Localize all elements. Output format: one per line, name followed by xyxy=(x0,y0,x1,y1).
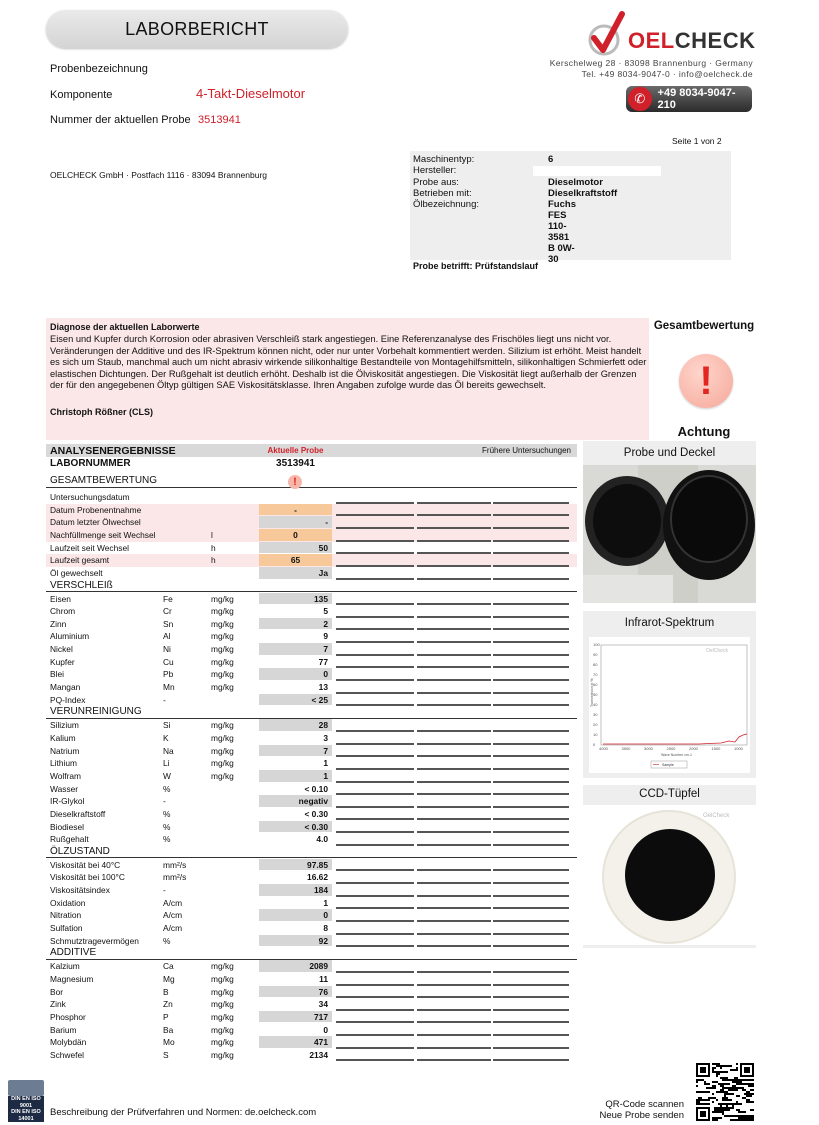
table-row xyxy=(46,770,577,783)
table-row xyxy=(46,909,577,922)
ir-xtick-label: 2500 xyxy=(666,746,676,751)
table-row xyxy=(46,542,577,555)
probe-nummer-value: 3513941 xyxy=(198,114,241,126)
cell-value: < 0.30 xyxy=(304,808,328,819)
cell-name: Magnesium xyxy=(50,973,94,984)
table-row xyxy=(46,973,577,986)
table-row xyxy=(46,745,577,758)
ir-ytick-label: 10 xyxy=(593,732,598,737)
table-row xyxy=(46,897,577,910)
ir-xtick-label: 2000 xyxy=(689,746,698,751)
cell-unit: mg/kg xyxy=(211,961,234,972)
cell-name: Laufzeit gesamt xyxy=(50,555,110,566)
komponente-label: Komponente xyxy=(50,89,113,101)
table-row xyxy=(46,808,577,821)
cell-name: Chrom xyxy=(50,606,76,617)
previous-column-divider xyxy=(493,1059,569,1061)
table-row xyxy=(46,504,577,517)
cell-name: Kalzium xyxy=(50,961,80,972)
table-row xyxy=(46,998,577,1011)
cell-unit: mg/kg xyxy=(211,1024,234,1035)
cell-unit: mg/kg xyxy=(211,1011,234,1022)
cell-sym: h xyxy=(211,555,216,566)
ir-spectrum-chart xyxy=(589,637,750,773)
cell-name: Dieselkraftstoff xyxy=(50,808,106,819)
cell-name: Untersuchungsdatum xyxy=(50,492,130,502)
table-row xyxy=(46,732,577,745)
cell-name: Öl gewechselt xyxy=(50,567,103,578)
cell-sym: A/cm xyxy=(163,897,183,908)
cell-value xyxy=(259,491,332,503)
cell-sym: % xyxy=(163,783,171,794)
cell-sym: Zn xyxy=(163,999,173,1010)
address-line-2: Tel. +49 8034-9047-0 · info@oelcheck.de xyxy=(581,69,753,79)
cell-value: 7 xyxy=(259,745,332,757)
table-row xyxy=(46,986,577,999)
cell-value: - xyxy=(259,516,332,528)
diagnosis-text: Eisen und Kupfer durch Korrosion oder abrasiven Verschleiß stark angestiegen. Eine Referenzanalyse des Frischöles liegt uns nicht vor. Veränderungen der Additive und des IR-Spektrum können nicht, oder nur unter Vorbehalt kommentiert werden. Silizium ist erhöht. Meist handelt es sich um Staub, manchmal auch um nicht abrasiv wirkende silikonhaltige Bestandteile von Montagehilfsmitteln, silikonhaltigen Schmierfett oder elastischen Dichtungen. Der Rußgehalt ist deutlich erhöht. Deshalb ist die Ölviskosität angestiegen. Die Viskosität liegt außerhalb der Grenzen der für den angegebenen Öltyp gültigen SAE Viskositätsklasse. Ihren Angaben zufolge wurde das Öl bereits gewechselt. xyxy=(50,334,647,390)
cell-sym: K xyxy=(163,732,169,743)
sample-photo-title: Probe und Deckel xyxy=(623,447,716,459)
probenbezeichnung-label: Probenbezeichnung xyxy=(50,63,148,75)
cell-name: Aluminium xyxy=(50,631,90,642)
cell-unit: mg/kg xyxy=(211,669,234,680)
section-header: ÖLZUSTAND xyxy=(46,846,577,859)
cell-name: Datum letzter Ölwechsel xyxy=(50,517,141,528)
cell-name: Datum Probenentnahme xyxy=(50,504,142,515)
previous-column-divider xyxy=(336,1059,414,1061)
cell-unit: mg/kg xyxy=(211,618,234,629)
table-row xyxy=(46,491,577,504)
ir-ytick-label: 20 xyxy=(593,722,598,727)
cell-sym: P xyxy=(163,1011,169,1022)
cell-sym: Al xyxy=(163,631,171,642)
cell-name: Zinn xyxy=(50,618,67,629)
cell-value: 2 xyxy=(259,618,332,630)
ir-xtick-label: 4000 xyxy=(599,746,608,751)
cell-sym: Ni xyxy=(163,644,171,655)
table-row xyxy=(46,1011,577,1024)
table-row xyxy=(46,871,577,884)
cell-name: Nitration xyxy=(50,910,82,921)
table-row xyxy=(46,656,577,669)
cell-sym: % xyxy=(163,821,171,832)
table-row xyxy=(46,935,577,948)
table-row xyxy=(46,1036,577,1049)
cell-name: Kupfer xyxy=(50,656,75,667)
ir-ytick-label: 0 xyxy=(593,742,596,747)
phone-badge[interactable] xyxy=(626,86,752,112)
cell-sym: Fe xyxy=(163,593,173,604)
cell-value: 1 xyxy=(323,897,328,908)
cell-name: Eisen xyxy=(50,593,71,604)
methods-link[interactable]: Beschreibung der Prüfverfahren und Normen: de.oelcheck.com xyxy=(50,1107,317,1118)
cell-name: Viskositätsindex xyxy=(50,885,110,896)
qr-caption: QR-Code scannen Neue Probe senden xyxy=(599,1099,684,1121)
table-row xyxy=(46,529,577,542)
cell-sym: Pb xyxy=(163,669,174,680)
cell-value: < 0.10 xyxy=(304,783,328,794)
cell-unit: mg/kg xyxy=(211,986,234,997)
ccd-panel xyxy=(583,785,756,948)
cell-name: Kalium xyxy=(50,732,76,743)
cell-name: Schwefel xyxy=(50,1049,84,1060)
cell-unit: mg/kg xyxy=(211,606,234,617)
cell-name: IR-Glykol xyxy=(50,796,85,807)
ir-xtick-label: 3000 xyxy=(644,746,653,751)
table-row xyxy=(46,593,577,606)
cell-unit: mg/kg xyxy=(211,1037,234,1048)
cell-value: 0 xyxy=(259,529,332,541)
gesamt-warning-icon: ! xyxy=(288,475,302,489)
cell-value: 0 xyxy=(323,1024,328,1035)
cell-value: 184 xyxy=(259,884,332,896)
ir-xtick-label: 1000 xyxy=(734,746,743,751)
cell-name: Silizium xyxy=(50,720,79,731)
cell-name: Blei xyxy=(50,669,64,680)
ir-ytick-label: 30 xyxy=(593,712,598,717)
section-header: ADDITIVE xyxy=(46,947,577,960)
table-row xyxy=(46,757,577,770)
previous-column-divider xyxy=(417,1059,491,1061)
cell-value: 13 xyxy=(318,682,328,693)
ir-ytick-label: 60 xyxy=(593,682,598,687)
ir-spectrum-title: Infrarot-Spektrum xyxy=(624,617,715,629)
table-row xyxy=(46,567,577,580)
cell-sym: Mn xyxy=(163,682,175,693)
cell-unit: mg/kg xyxy=(211,656,234,667)
iso-text: DIN EN ISO 9001 DIN EN ISO 14001 xyxy=(8,1096,44,1122)
table-header-title: ANALYSENERGEBNISSE xyxy=(50,445,176,457)
table-row xyxy=(46,1024,577,1037)
table-row xyxy=(46,922,577,935)
cell-name: Sulfation xyxy=(50,923,83,933)
table-row xyxy=(46,859,577,872)
cell-name: Laufzeit seit Wechsel xyxy=(50,542,129,553)
cell-name: Schmutztragevermögen xyxy=(50,935,139,946)
cell-sym: - xyxy=(163,694,166,705)
ir-ytick-label: 100 xyxy=(593,642,600,647)
current-sample-label: Aktuelle Probe xyxy=(267,446,324,455)
cell-name: Wasser xyxy=(50,783,79,794)
report-title: LABORBERICHT xyxy=(46,10,348,48)
cell-value: 717 xyxy=(259,1011,332,1023)
ir-ytick-label: 80 xyxy=(593,662,598,667)
cell-value: 135 xyxy=(259,593,332,605)
ir-ytick-label: 90 xyxy=(593,652,598,657)
cell-sym: Na xyxy=(163,745,174,756)
cell-sym: Ba xyxy=(163,1024,174,1035)
cell-value: 0 xyxy=(259,668,332,680)
cell-sym: - xyxy=(163,885,166,896)
iso-certification-badge xyxy=(8,1080,44,1122)
cell-name: Biodiesel xyxy=(50,821,84,832)
table-row xyxy=(46,516,577,529)
assessment-status: Achtung xyxy=(677,424,731,439)
diagnosis-title: Diagnose der aktuellen Laborwerte xyxy=(50,322,200,332)
cell-value: 11 xyxy=(319,973,328,984)
cell-value: 9 xyxy=(323,631,328,642)
table-header xyxy=(46,444,577,457)
cell-sym: mm²/s xyxy=(163,872,187,883)
cell-value: < 25 xyxy=(259,694,332,706)
cell-name: PQ-Index xyxy=(50,694,86,705)
cell-name: Nachfüllmenge seit Wechsel xyxy=(50,529,156,540)
cell-sym: - xyxy=(163,796,166,807)
machine-row-fuel: Betrieben mit: Dieselkraftstoff xyxy=(413,188,618,199)
ccd-spot-image xyxy=(583,805,756,945)
address-line-1: Kerschelweg 28 · 83098 Brannenburg · Germany xyxy=(549,58,753,68)
phone-icon: ✆ xyxy=(628,87,652,111)
cell-sym: S xyxy=(163,1049,169,1060)
warning-icon: ! xyxy=(679,354,733,408)
cell-sym: B xyxy=(163,986,169,997)
cell-name: Natrium xyxy=(50,745,80,756)
labnr-row: LABORNUMMER 3513941 xyxy=(46,458,577,471)
ir-xtick-label: 1500 xyxy=(711,746,721,751)
cell-unit: mg/kg xyxy=(211,644,234,655)
cell-value: 5 xyxy=(323,606,328,617)
cell-value: 2134 xyxy=(309,1049,328,1060)
machine-info-box xyxy=(410,151,731,271)
page-indicator: Seite 1 von 2 xyxy=(672,136,722,146)
table-row xyxy=(46,1049,577,1062)
cell-value: 471 xyxy=(259,1036,332,1048)
cell-unit: mg/kg xyxy=(211,1049,234,1060)
ir-spectrum-panel xyxy=(583,611,756,778)
company-address xyxy=(550,58,753,80)
table-row xyxy=(46,668,577,681)
table-row xyxy=(46,643,577,656)
checkmark-logo-icon xyxy=(588,10,628,60)
cell-sym: Ca xyxy=(163,961,174,972)
cell-name: Molybdän xyxy=(50,1037,87,1048)
machine-row-oil: Ölbezeichnung: Fuchs FES 110-3581 B 0W-30 xyxy=(413,199,576,265)
table-row xyxy=(46,783,577,796)
cell-unit: mg/kg xyxy=(211,732,234,743)
cell-name: Zink xyxy=(50,999,66,1010)
cell-sym: Mo xyxy=(163,1037,175,1048)
cell-value: 97.85 xyxy=(259,859,332,871)
table-row xyxy=(46,681,577,694)
machine-row-source: Probe aus: Dieselmotor xyxy=(413,177,603,188)
qr-code-icon[interactable] xyxy=(696,1063,754,1121)
sender-address: OELCHECK GmbH · Postfach 1116 · 83094 Brannenburg xyxy=(50,170,268,180)
labnr-value: 3513941 xyxy=(276,458,315,469)
oelcheck-logo xyxy=(588,10,756,60)
cell-sym: A/cm xyxy=(163,923,183,933)
cell-sym: h xyxy=(211,542,216,553)
cell-value: 0 xyxy=(259,909,332,921)
cell-sym: A/cm xyxy=(163,910,183,921)
table-row xyxy=(46,719,577,732)
cell-sym: % xyxy=(163,834,171,845)
iso-logo-icon xyxy=(8,1080,44,1096)
table-row xyxy=(46,605,577,618)
diagnosis-author: Christoph Rößner (CLS) xyxy=(50,407,153,417)
cell-name: Viskosität bei 40°C xyxy=(50,859,121,870)
cell-unit: mg/kg xyxy=(211,770,234,781)
cell-value: 3 xyxy=(323,732,328,743)
probe-nummer-label: Nummer der aktuellen Probe xyxy=(50,114,191,126)
table-row xyxy=(46,618,577,631)
cell-unit: mg/kg xyxy=(211,999,234,1010)
cell-sym: mm²/s xyxy=(163,859,187,870)
cell-value: 1 xyxy=(259,770,332,782)
probe-betrifft: Probe betrifft: Prüfstandslauf xyxy=(413,261,539,271)
cell-sym: Sn xyxy=(163,618,174,629)
table-row xyxy=(46,630,577,643)
cell-sym: Li xyxy=(163,758,170,769)
cell-sym: Cr xyxy=(163,606,172,617)
cell-unit: mg/kg xyxy=(211,720,234,731)
cell-value: 50 xyxy=(259,542,332,554)
machine-row-type: Maschinentyp: 6 xyxy=(413,154,554,165)
ir-xaxis-label: Wave Number cm-1 xyxy=(661,753,692,757)
cell-sym: Cu xyxy=(163,656,174,667)
ir-watermark: OelCheck xyxy=(706,648,728,654)
machine-row-manufacturer: Hersteller: xyxy=(413,165,457,176)
sample-photo-panel xyxy=(583,441,756,603)
cell-value: 76 xyxy=(259,986,332,998)
ir-legend-label: Sample xyxy=(662,763,674,767)
cell-value: 65 xyxy=(259,554,332,566)
cell-value: - xyxy=(259,504,332,516)
ccd-watermark: OelCheck xyxy=(703,813,730,819)
cell-name: Wolfram xyxy=(50,770,82,781)
phone-number: +49 8034-9047-210 xyxy=(657,87,736,111)
table-row xyxy=(46,884,577,897)
cell-name: Oxidation xyxy=(50,897,86,908)
cell-value: 92 xyxy=(259,935,332,947)
cell-value: 2089 xyxy=(259,960,332,972)
cell-sym: Mg xyxy=(163,973,175,984)
ir-xtick-label: 3500 xyxy=(621,746,631,751)
table-row xyxy=(46,833,577,846)
gesamtbewertung-title: Gesamtbewertung xyxy=(653,320,755,332)
cell-unit: mg/kg xyxy=(211,593,234,604)
cell-unit: mg/kg xyxy=(211,682,234,693)
cell-value: 77 xyxy=(318,656,328,667)
cell-value: Ja xyxy=(259,567,332,579)
cell-value: 7 xyxy=(259,643,332,655)
cell-sym: % xyxy=(163,808,171,819)
table-row xyxy=(46,795,577,808)
cell-value: 4.0 xyxy=(316,834,328,845)
ir-yaxis-label: Transmission in % xyxy=(590,678,594,707)
komponente-value: 4-Takt-Dieselmotor xyxy=(196,86,306,101)
ir-ytick-label: 70 xyxy=(593,672,598,677)
table-row xyxy=(46,821,577,834)
cell-unit: mg/kg xyxy=(211,745,234,756)
cell-name: Viskosität bei 100°C xyxy=(50,872,125,883)
ccd-title: CCD-Tüpfel xyxy=(639,788,700,800)
section-header: VERSCHLEIß xyxy=(46,580,577,593)
cell-name: Barium xyxy=(50,1024,77,1035)
cell-value: negativ xyxy=(259,795,332,807)
cell-sym: W xyxy=(163,770,171,781)
cell-value: 8 xyxy=(323,923,328,933)
cell-name: Lithium xyxy=(50,758,77,769)
table-row xyxy=(46,960,577,973)
manufacturer-field xyxy=(533,166,661,176)
cell-name: Rußgehalt xyxy=(50,834,89,845)
cell-value: < 0.30 xyxy=(259,821,332,833)
table-row xyxy=(46,554,577,567)
cell-sym: l xyxy=(211,529,213,540)
brand-name: OELCHECK xyxy=(628,28,756,53)
cell-unit: mg/kg xyxy=(211,973,234,984)
table-row xyxy=(46,694,577,707)
ir-ytick-label: 40 xyxy=(593,702,598,707)
diagnosis-box xyxy=(46,318,649,440)
cell-sym: Si xyxy=(163,720,171,731)
section-header: VERUNREINIGUNG xyxy=(46,706,577,719)
cell-value: 28 xyxy=(259,719,332,731)
cell-name: Nickel xyxy=(50,644,73,655)
cell-unit: mg/kg xyxy=(211,758,234,769)
ir-ytick-label: 50 xyxy=(593,692,598,697)
cell-sym: % xyxy=(163,935,171,946)
cell-unit: mg/kg xyxy=(211,631,234,642)
cell-value: 1 xyxy=(323,758,328,769)
sample-photo xyxy=(583,465,756,603)
previous-analyses-label: Frühere Untersuchungen xyxy=(482,446,571,455)
cell-name: Mangan xyxy=(50,682,81,693)
gesamtbewertung-row: GESAMTBEWERTUNG ! xyxy=(46,475,577,488)
cell-name: Bor xyxy=(50,986,64,997)
cell-value: 16.62 xyxy=(307,872,328,883)
cell-name: Phosphor xyxy=(50,1011,86,1022)
cell-value: 34 xyxy=(318,999,328,1010)
